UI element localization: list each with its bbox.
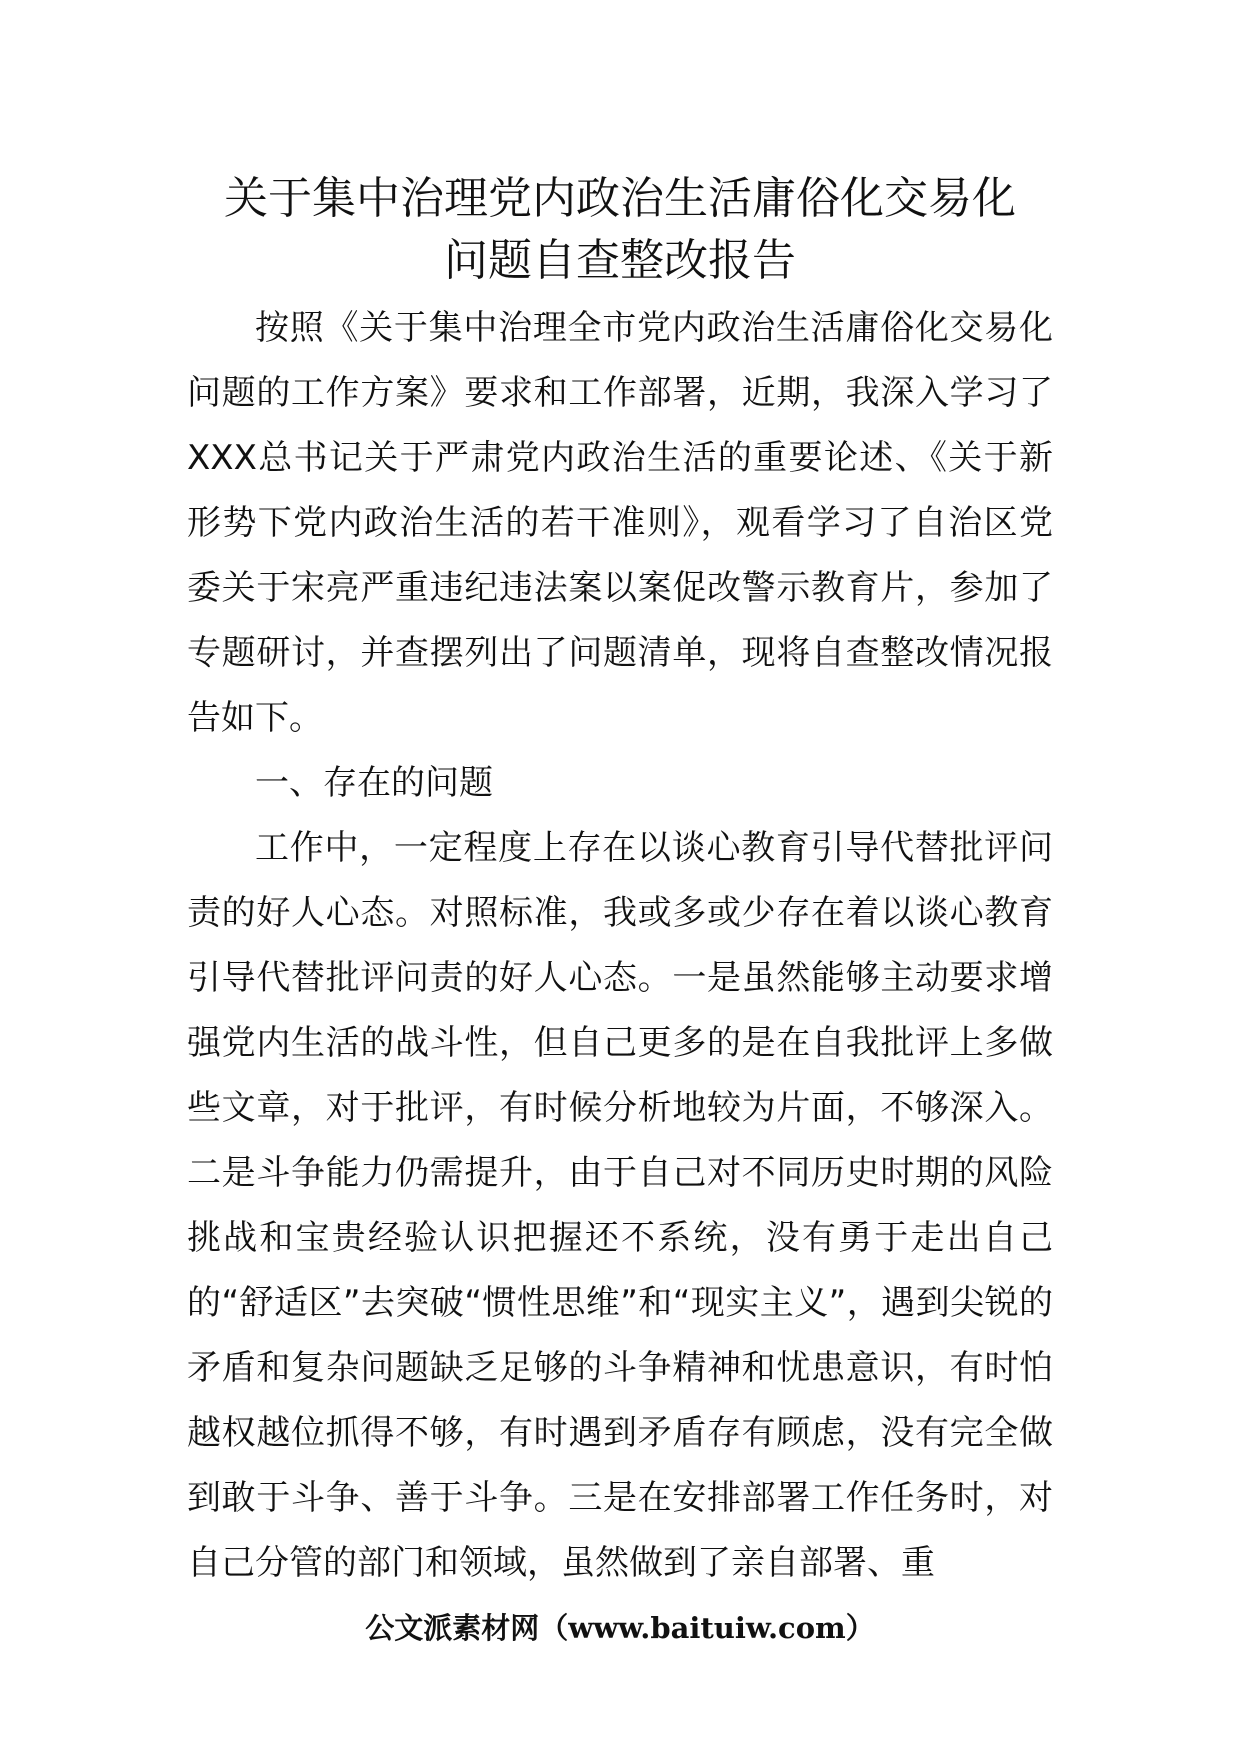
section-heading-problems: 一、存在的问题 <box>255 763 493 803</box>
title-line-2: 问题自查整改报告 <box>444 235 796 286</box>
document-body <box>187 296 1053 1596</box>
problems-paragraph: 工作中，一定程度上存在以谈心教育引导代替批评问责的好人心态。对照标准，我或多或少存在着以谈心教育引导代替批评问责的好人心态。一是虽然能够主动要求增强党内生活的战斗性，但自己更多的是在自我批评上多做些文章，对于批评，有时候分析地较为片面，不够深入。二是斗争能力仍需提升，由于自己对不同历史时期的风险挑战和宝贵经验认识把握还不系统，没有勇于走出自己的“舒适区”去突破“惯性思维”和“现实主义”，遇到尖锐的矛盾和复杂问题缺乏足够的斗争精神和忧患意识，有时怕越权越位抓得不够，有时遇到矛盾存有顾虑，没有完全做到敢于斗争、善于斗争。三是在安排部署工作任务时，对自己分管的部门和领域，虽然做到了亲自部署、重 <box>187 828 1053 1583</box>
title-line-1: 关于集中治理党内政治生活庸俗化交易化 <box>224 173 1016 224</box>
document-title <box>150 168 1090 292</box>
footer-watermark-text: 公文派素材网（www.baituiw.com） <box>365 1611 875 1645</box>
intro-paragraph: 按照《关于集中治理全市党内政治生活庸俗化交易化问题的工作方案》要求和工作部署，近期，我深入学习了XXX总书记关于严肃党内政治生活的重要论述、《关于新形势下党内政治生活的若干准则》，观看学习了自治区党委关于宋亮严重违纪违法案以案促改警示教育片，参加了专题研讨，并查摆列出了问题清单，现将自查整改情况报告如下。 <box>187 308 1053 738</box>
